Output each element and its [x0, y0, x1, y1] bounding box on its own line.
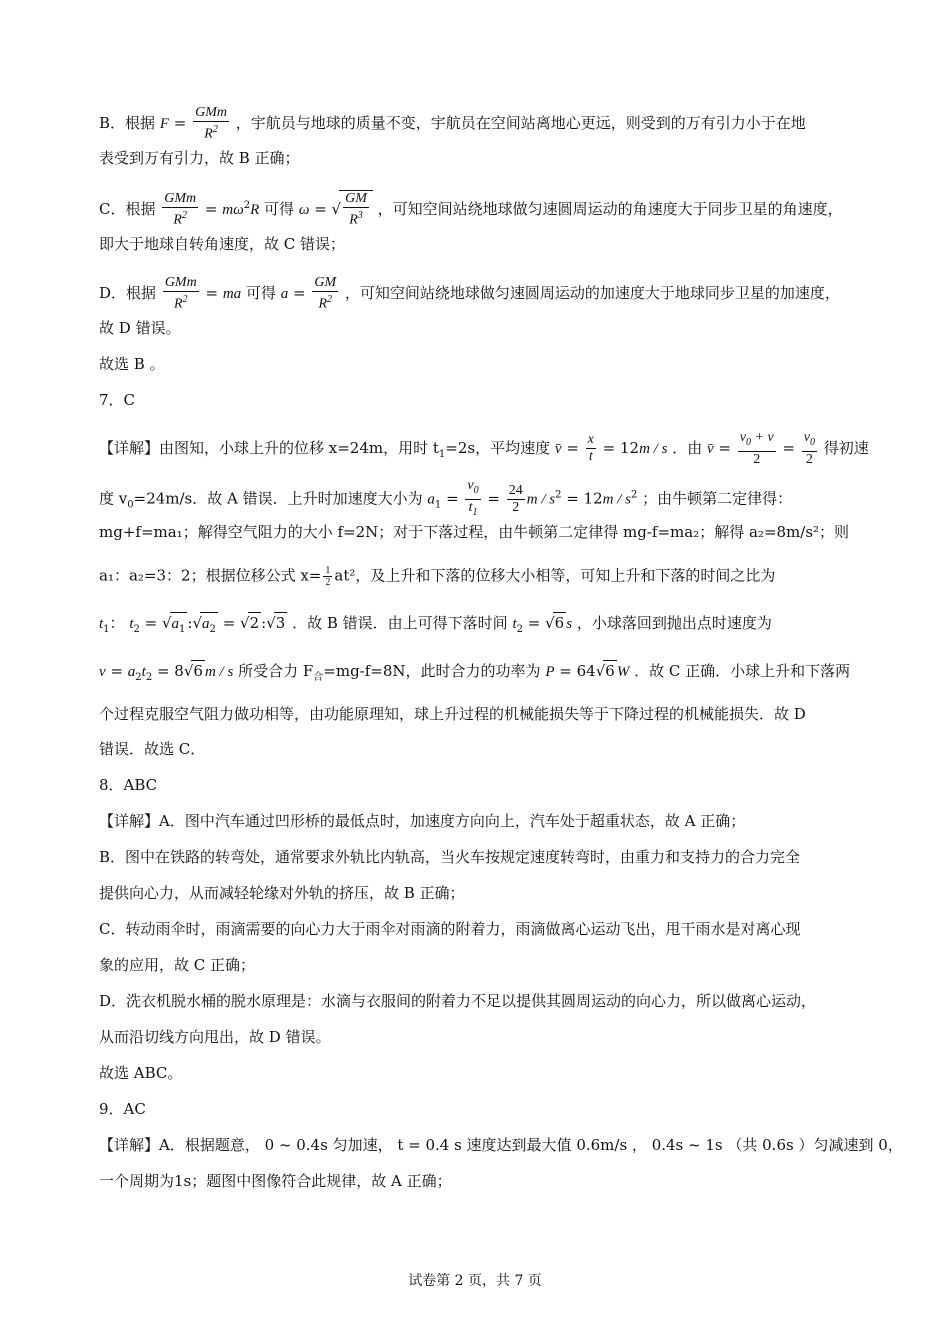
question-8-title: 8．ABC — [99, 776, 158, 794]
q7-line4: a₁：a₂=3：2；根据位移公式 x= $\frac{1}{2}$ at²，及上升和下落的位移大小相等，可知上升和下落的时间之比为 — [99, 565, 776, 588]
answer-8: 故选 ABC。 — [99, 1064, 183, 1082]
q9-line1: 【详解】A．根据题意， 0 ~ 0.4s 匀加速， t = 0.4 s 速度达到最大值 0.6m/s ， 0.4s ~ 1s （共 0.6s ）匀减速到 0， — [99, 1136, 903, 1154]
option-b-line2: 表受到万有引力，故 B 正确； — [99, 149, 300, 167]
q8-b1: B．图中在铁路的转弯处，通常要求外轨比内轨高，当火车按规定速度转弯时，由重力和支持力的合力完全 — [99, 848, 801, 866]
option-c-line2: 即大于地球自转角速度，故 C 错误； — [99, 235, 346, 253]
q7-line3: mg+f=ma₁；解得空气阻力的大小 f=2N；对于下落过程，由牛顿第二定律得 mg-f=ma₂；解得 a₂=8m/s²；则 — [99, 523, 850, 541]
q7-line6: $v = a_2t_2 = 8√6$ m / s 所受合力 $F_合=mg-f=8N$，此时合力的功率为 P = 64√6 W ．故 C 正确．小球上升和下落两 — [99, 662, 851, 683]
question-7-title: 7．C — [99, 391, 136, 409]
q9-line2: 一个周期为1s；题图中图像符合此规律，故 A 正确； — [99, 1172, 452, 1190]
q7-line1: 【详解】由图知，小球上升的位移 x=24m，用时 $t_1=2s$，平均速度 v̄ = $\frac{x}{t}$ = 12m / s ．由 v̄ = $\frac{v_0 + v}{2}$ = $\frac{v_0}{2}$ 得初速 — [99, 430, 869, 467]
answer-6: 故选 B 。 — [99, 355, 165, 373]
option-b-line1: B．根据 F = $\frac{\text{GMm}}{R^2}$ ，宇航员与地球的质量不变，宇航员在空间站离地心更远，则受到的万有引力小于在地 — [99, 105, 806, 142]
q7-line5: $t_1$： $t_2 = √a_1$ $:√a_2 = √2$ :√3 ．故 B 错误．由上可得下落时间 $t_2 = √6$ s ，小球落回到抛出点时速度为 — [99, 612, 772, 640]
q8-d2: 从而沿切线方向甩出，故 D 错误。 — [99, 1028, 331, 1046]
formula-gravity: $\frac{\text{GMm}}{R^2}$ — [195, 105, 227, 142]
option-d-line2: 故 D 错误。 — [99, 319, 181, 337]
q7-line8: 错误．故选 C． — [99, 740, 206, 758]
q8-c2: 象的应用，故 C 正确； — [99, 956, 256, 974]
q8-c1: C．转动雨伞时，雨滴需要的向心力大于雨伞对雨滴的附着力，雨滴做离心运动飞出，甩干雨水是对离心现 — [99, 920, 801, 938]
option-d-line1: D．根据 $\frac{\text{GMm}}{R^2}$ = ma 可得 a = $\frac{GM}{R^2}$ ，可知空间站绕地球做匀速圆周运动的加速度大于地球同步卫星的加速度， — [99, 275, 840, 312]
q7-line7: 个过程克服空气阻力做功相等，由功能原理知，球上升过程的机械能损失等于下降过程的机械能损失．故 D — [99, 705, 806, 723]
q8-a: 【详解】A．图中汽车通过凹形桥的最低点时，加速度方向向上，汽车处于超重状态，故 A 正确； — [99, 812, 746, 830]
page-footer: 试卷第 2 页，共 7 页 — [408, 1273, 542, 1289]
question-9-title: 9．AC — [99, 1100, 146, 1118]
q8-d1: D．洗衣机脱水桶的脱水原理是：水滴与衣服间的附着力不足以提供其圆周运动的向心力，所以做离心运动， — [99, 992, 817, 1010]
q8-b2: 提供向心力，从而减轻轮缘对外轨的挤压，故 B 正确； — [99, 884, 465, 902]
q7-line2: 度 $v_0=24m/s$．故 A 错误．上升时加速度大小为 $a_1$ = $\frac{v_0}{t_1}$ = $\frac{24}{2}$ $m / s^2 = 12m / s^2$ ；由牛顿第二定律得： — [99, 478, 793, 518]
option-c-line1: C．根据 $\frac{\text{GMm}}{R^2}$ = $m\omega^2R$ 可得 ω = √ $\frac{GM}{R^3}$ ，可知空间站绕地球做匀速圆周运动的角速度大于同步卫星的角速度， — [99, 191, 843, 228]
